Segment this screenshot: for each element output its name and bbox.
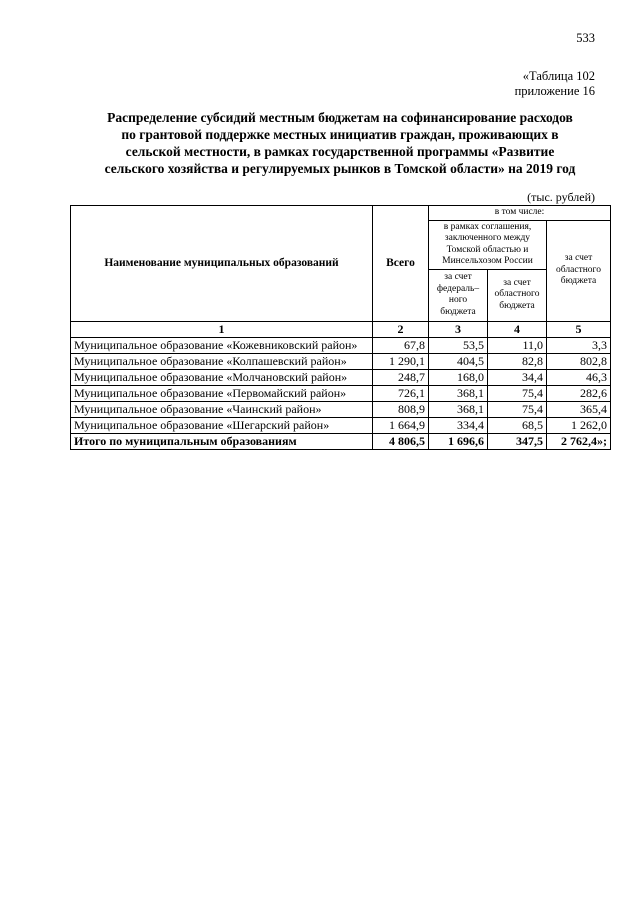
municipality-name: Муниципальное образование «Молчановский район» [71, 369, 373, 385]
page-number: 533 [576, 31, 595, 45]
federal-cell: 53,5 [429, 337, 488, 353]
subsidy-table [70, 205, 611, 450]
title-line: сельской местности, в рамках государственной программы «Развитие [125, 144, 555, 159]
title-line: сельского хозяйства и регулируемых рынков в Томской области» на 2019 год [104, 161, 576, 176]
regional-cell: 2 762,4»; [547, 433, 611, 449]
header-including: в том числе: [429, 206, 611, 221]
municipality-name: Муниципальное образование «Шегарский район» [71, 417, 373, 433]
header-regional-agreement: за счет областного бюджета [488, 269, 547, 321]
federal-cell: 404,5 [429, 353, 488, 369]
table-row [71, 353, 611, 369]
table-row [71, 337, 611, 353]
total-cell: 248,7 [373, 369, 429, 385]
total-row [71, 433, 611, 449]
regional-agreement-cell: 68,5 [488, 417, 547, 433]
total-cell: 726,1 [373, 385, 429, 401]
units-label: (тыс. рублей) [527, 190, 595, 204]
municipality-name: Муниципальное образование «Колпашевский район» [71, 353, 373, 369]
header-agreement: в рамках соглашения, заключенного между Томской областью и Минсельхозом России [429, 220, 547, 269]
total-cell: 808,9 [373, 401, 429, 417]
regional-agreement-cell: 75,4 [488, 401, 547, 417]
table-row [71, 369, 611, 385]
regional-agreement-cell: 82,8 [488, 353, 547, 369]
regional-agreement-cell: 75,4 [488, 385, 547, 401]
regional-agreement-cell: 34,4 [488, 369, 547, 385]
total-cell: 67,8 [373, 337, 429, 353]
table-row [71, 401, 611, 417]
total-label: Итого по муниципальным образованиям [71, 433, 373, 449]
regional-cell: 1 262,0 [547, 417, 611, 433]
column-number: 4 [488, 321, 547, 337]
municipality-name: Муниципальное образование «Первомайский район» [71, 385, 373, 401]
regional-cell: 802,8 [547, 353, 611, 369]
regional-cell: 282,6 [547, 385, 611, 401]
municipality-name: Муниципальное образование «Кожевниковский район» [71, 337, 373, 353]
document-title [70, 109, 610, 177]
column-number: 3 [429, 321, 488, 337]
regional-agreement-cell: 11,0 [488, 337, 547, 353]
federal-cell: 368,1 [429, 401, 488, 417]
column-numbers-row [71, 321, 611, 337]
header-name: Наименование муниципальных образований [71, 206, 373, 322]
regional-cell: 365,4 [547, 401, 611, 417]
column-number: 2 [373, 321, 429, 337]
municipality-name: Муниципальное образование «Чаинский район» [71, 401, 373, 417]
regional-agreement-cell: 347,5 [488, 433, 547, 449]
column-number: 1 [71, 321, 373, 337]
total-cell: 4 806,5 [373, 433, 429, 449]
total-cell: 1 664,9 [373, 417, 429, 433]
federal-cell: 1 696,6 [429, 433, 488, 449]
federal-cell: 334,4 [429, 417, 488, 433]
table-reference-line: «Таблица 102 [522, 69, 595, 83]
total-cell: 1 290,1 [373, 353, 429, 369]
table-row [71, 385, 611, 401]
federal-cell: 368,1 [429, 385, 488, 401]
header-regional: за счет областного бюджета [547, 220, 611, 321]
table-reference [515, 69, 595, 99]
header-total: Всего [373, 206, 429, 322]
column-number: 5 [547, 321, 611, 337]
title-line: Распределение субсидий местным бюджетам на софинансирование расходов [107, 110, 573, 125]
regional-cell: 3,3 [547, 337, 611, 353]
header-federal: за счет федераль–ного бюджета [429, 269, 488, 321]
table-reference-line: приложение 16 [514, 84, 595, 98]
regional-cell: 46,3 [547, 369, 611, 385]
table-row [71, 417, 611, 433]
title-line: по грантовой поддержке местных инициатив граждан, проживающих в [121, 127, 559, 142]
federal-cell: 168,0 [429, 369, 488, 385]
